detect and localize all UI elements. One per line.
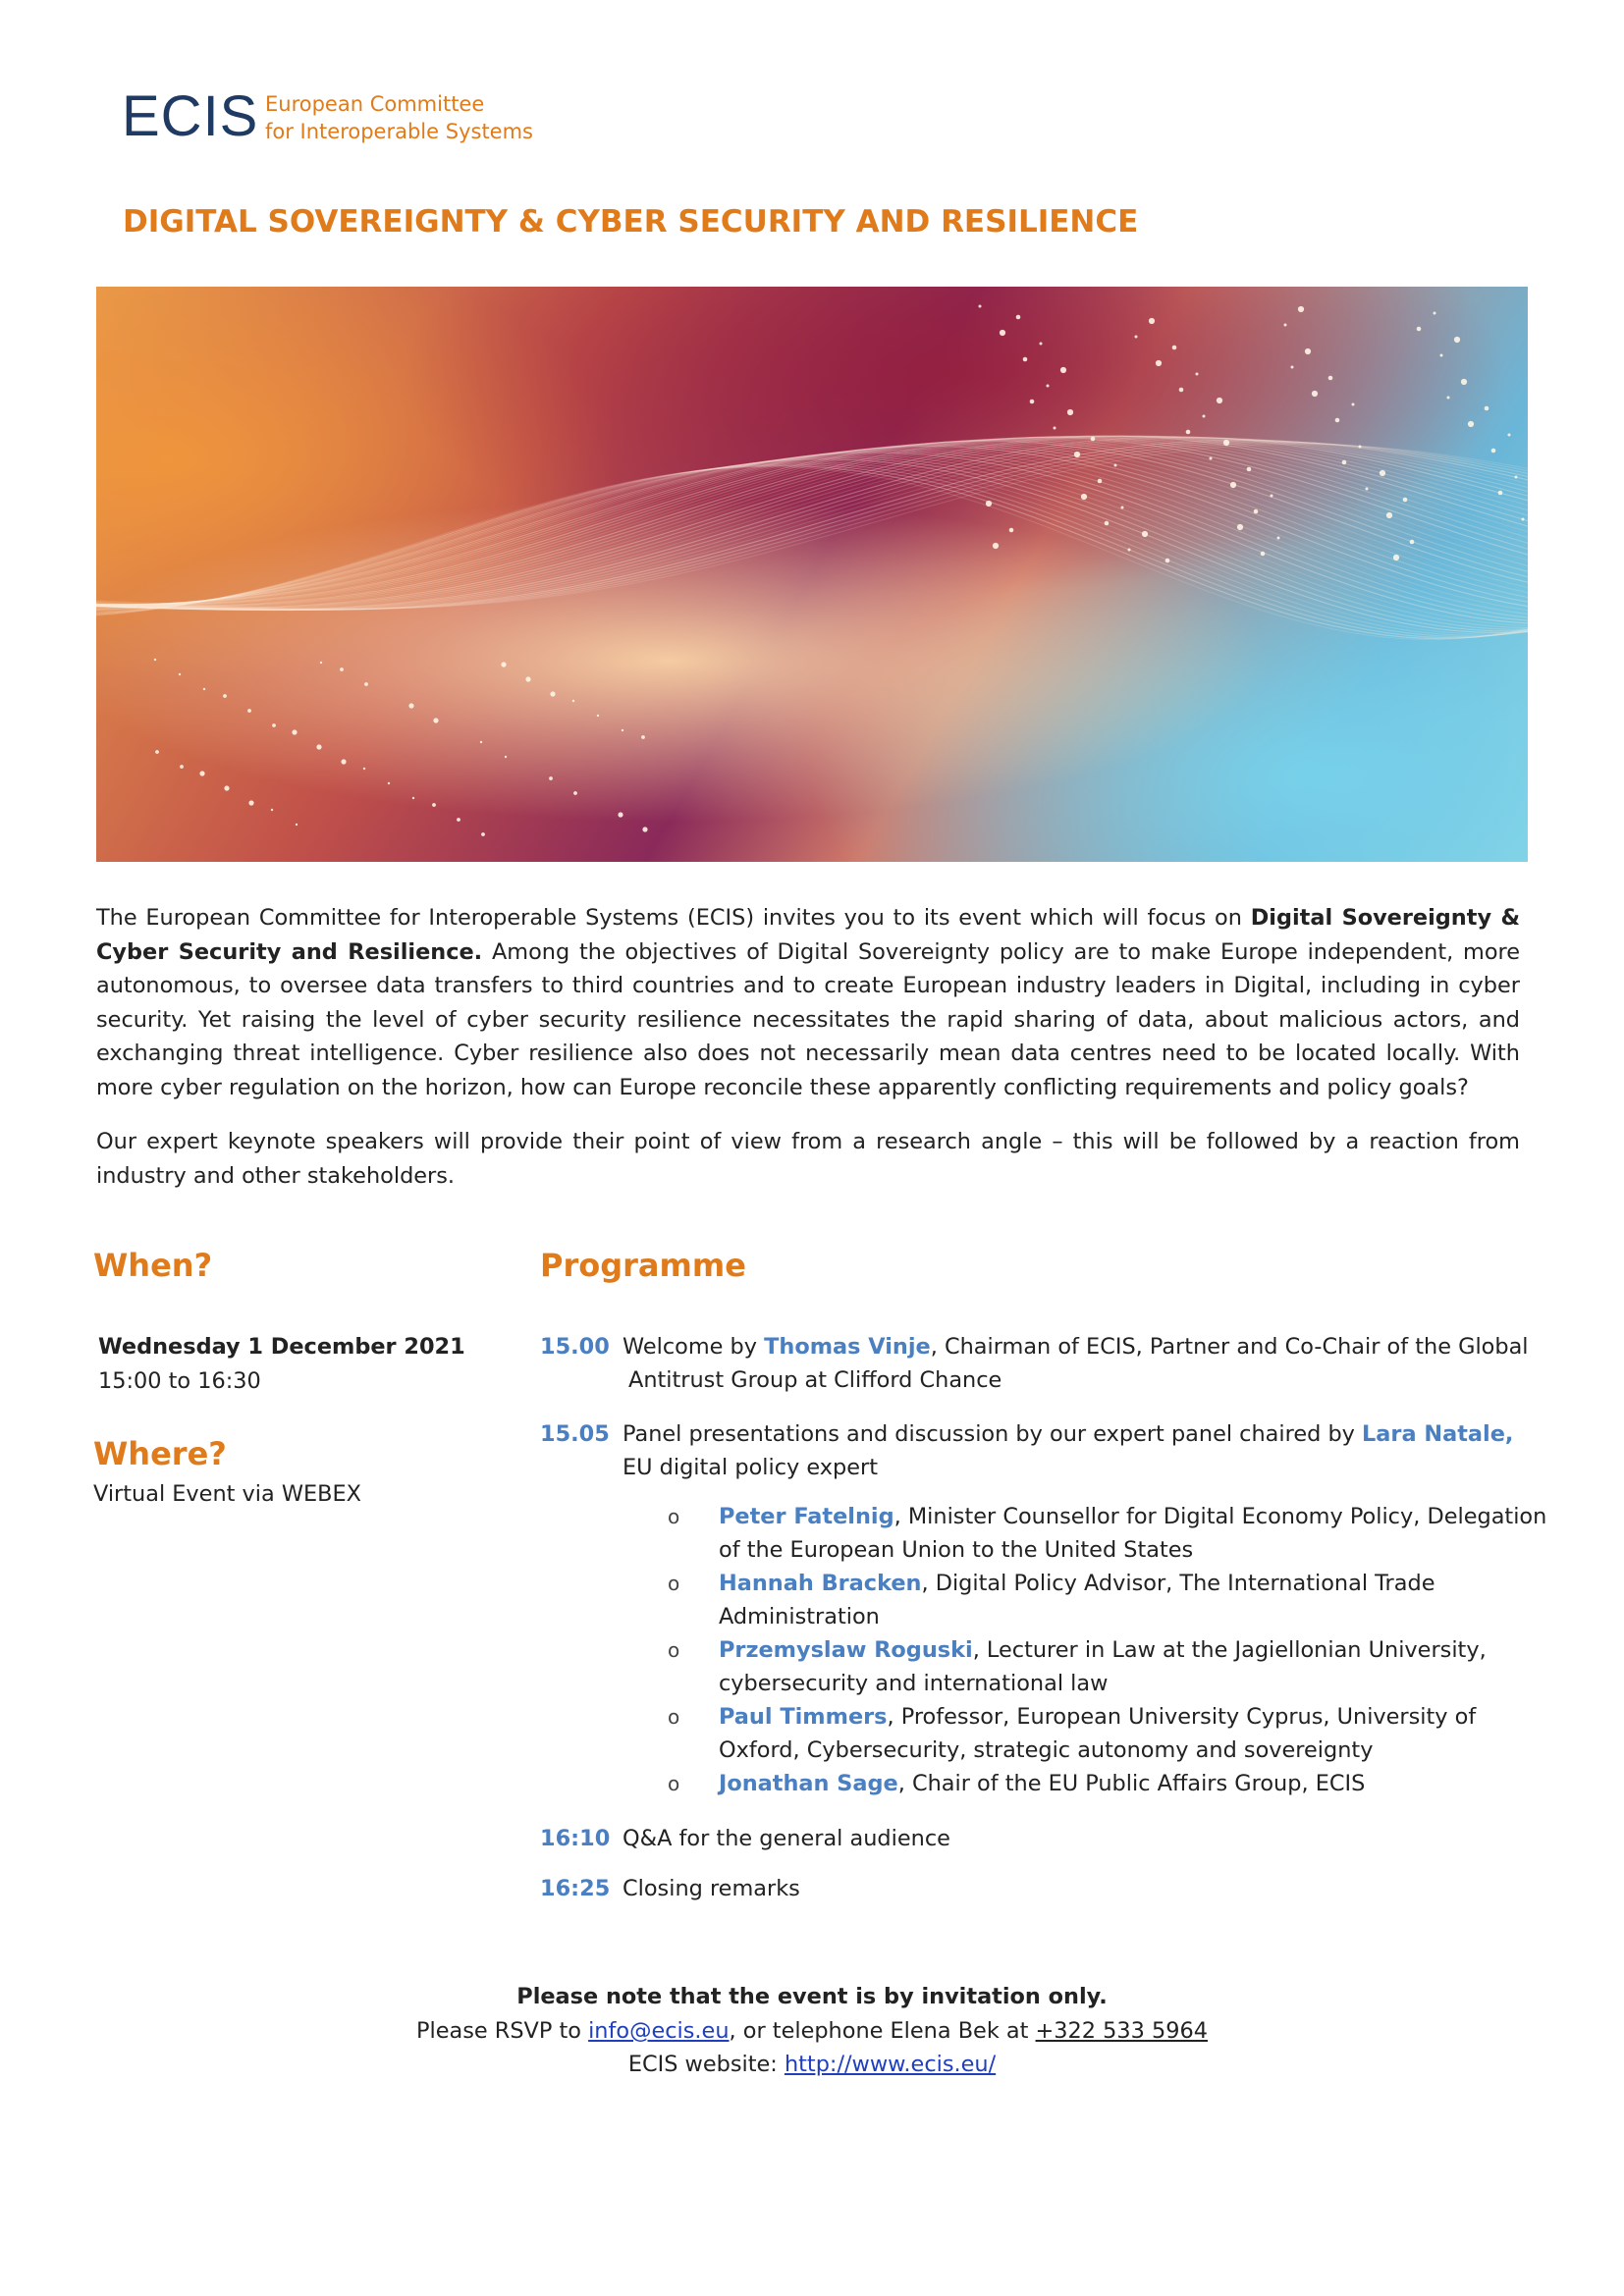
org-name bbox=[265, 90, 533, 145]
sparkle-dot bbox=[1040, 343, 1043, 346]
sparkle-dot bbox=[457, 818, 460, 822]
speaker-desc: , Professor, European University Cyprus, University of Oxford, Cybersecurity, strategic autonomy and sovereignty bbox=[719, 1704, 1477, 1763]
sparkle-dot bbox=[1491, 449, 1496, 454]
org-name-line2: for Interoperable Systems bbox=[265, 120, 533, 143]
intro-paragraph-2: Our expert keynote speakers will provide their point of view from a research angle – this will be followed by a reaction from industry and other stakeholders. bbox=[96, 1129, 1520, 1189]
sparkle-dot bbox=[1335, 418, 1340, 423]
sparkle-dot bbox=[1498, 491, 1503, 496]
page-title: DIGITAL SOVEREIGNTY & CYBER SECURITY AND RESILIENCE bbox=[123, 204, 1139, 240]
sparkle-dot bbox=[179, 673, 181, 675]
banner-image bbox=[96, 287, 1528, 862]
sparkle-dot bbox=[1254, 509, 1259, 514]
sparkle-dot bbox=[1060, 367, 1066, 373]
programme-heading: Programme bbox=[540, 1247, 746, 1284]
programme-item bbox=[540, 1330, 1551, 1399]
sparkle-dot bbox=[986, 501, 992, 507]
org-name-line1: European Committee bbox=[265, 92, 485, 116]
sparkle-dot bbox=[1098, 479, 1103, 484]
programme-text-line2: EU digital policy expert bbox=[623, 1455, 878, 1480]
programme-text: Closing remarks bbox=[623, 1876, 800, 1901]
sparkle-dot bbox=[1291, 366, 1294, 369]
speaker-name: Peter Fatelnig bbox=[719, 1504, 894, 1529]
bullet-icon: o bbox=[668, 1705, 680, 1729]
rsvp-text-mid: , or telephone Elena Bek at bbox=[729, 2018, 1036, 2044]
bullet-icon: o bbox=[668, 1638, 680, 1662]
sparkle-dot bbox=[1440, 354, 1443, 357]
sparkle-dot bbox=[501, 662, 506, 667]
programme-time: 16:10 bbox=[540, 1826, 611, 1851]
sparkle-dot bbox=[412, 797, 414, 799]
sparkle-dot bbox=[1271, 495, 1273, 498]
list-item bbox=[668, 1567, 1551, 1633]
programme-time: 16:25 bbox=[540, 1876, 611, 1901]
programme-text-pre: Panel presentations and discussion by our expert panel chaired by bbox=[623, 1421, 1363, 1447]
sparkle-dot bbox=[1342, 460, 1347, 465]
sparkle-dot bbox=[1091, 437, 1096, 442]
sparkle-dot bbox=[1386, 512, 1392, 518]
sparkle-dot bbox=[203, 688, 205, 690]
sparkle-dot bbox=[1165, 559, 1170, 563]
speaker-name: Jonathan Sage bbox=[719, 1771, 898, 1796]
sparkle-dot bbox=[224, 785, 229, 790]
invitation-note: Please note that the event is by invitation only. bbox=[516, 1984, 1108, 2009]
sparkle-dot bbox=[408, 703, 413, 708]
sparkle-dot bbox=[1023, 357, 1028, 362]
rsvp-line bbox=[0, 2014, 1624, 2048]
list-item bbox=[668, 1500, 1551, 1567]
sparkle-dot bbox=[1203, 415, 1206, 418]
sparkle-dot bbox=[271, 809, 273, 811]
programme-item bbox=[540, 1822, 1551, 1855]
sparkle-dot bbox=[1156, 360, 1162, 366]
sparkle-dot bbox=[573, 791, 577, 795]
intro-text-start: The European Committee for Interoperable Systems (ECIS) invites you to its event which will focus on bbox=[96, 905, 1251, 931]
website-label: ECIS website: bbox=[627, 2052, 785, 2077]
sparkle-dot bbox=[180, 765, 184, 769]
speaker-desc: , Minister Counsellor for Digital Economy Policy, Delegation of the European Union to the United States bbox=[719, 1504, 1547, 1563]
sparkle-dot bbox=[1454, 337, 1460, 343]
sparkle-dot bbox=[1468, 421, 1474, 427]
intro-text-rest: Among the objectives of Digital Sovereignty policy are to make Europe independent, more autonomous, to oversee data transfers to third countries and to create European industry leaders in Digital, including in cyber security. Yet raising the level of cyber security resilience necessitates the rapid sharing of data, about malicious actors, and exchanging threat intelligence. Cyber resilience also does not necessarily mean data centres need to be located locally. With more cyber regulation on the horizon, how can Europe reconcile these apparently conflicting requirements and policy goals? bbox=[96, 938, 1521, 1100]
sparkle-dot bbox=[1196, 373, 1199, 376]
sparkle-dot bbox=[1328, 376, 1333, 381]
phone-number[interactable]: +322 533 5964 bbox=[1035, 2018, 1208, 2044]
programme-text bbox=[623, 1417, 1545, 1484]
sparkle-dot bbox=[1142, 531, 1148, 537]
sparkle-dot bbox=[1054, 427, 1056, 430]
sparkle-dot bbox=[341, 759, 346, 764]
sparkle-dot bbox=[363, 768, 365, 770]
sparkle-dot bbox=[432, 803, 436, 807]
sparkle-dot bbox=[1135, 336, 1138, 339]
sparkle-dot bbox=[1047, 385, 1050, 388]
sparkle-dot bbox=[1074, 452, 1080, 457]
sparkle-dot bbox=[1247, 467, 1252, 472]
sparkle-dot bbox=[505, 756, 507, 758]
sparkle-dot bbox=[1230, 482, 1236, 488]
sparkle-dot bbox=[154, 659, 156, 661]
sparkle-dot bbox=[1434, 312, 1436, 315]
sparkle-dot bbox=[1114, 464, 1117, 467]
sparkle-dot bbox=[1186, 430, 1191, 435]
sparkle-dot bbox=[199, 771, 204, 775]
programme-item bbox=[540, 1417, 1551, 1486]
programme-item bbox=[540, 1872, 1551, 1905]
email-link[interactable]: info@ecis.eu bbox=[588, 2018, 730, 2044]
sparkle-dot bbox=[1447, 397, 1450, 400]
sparkle-dot bbox=[642, 827, 647, 831]
speaker-name: Przemyslaw Roguski bbox=[719, 1637, 973, 1663]
speaker-name: Paul Timmers bbox=[719, 1704, 888, 1730]
sparkle-dot bbox=[433, 718, 438, 722]
list-item bbox=[668, 1633, 1551, 1700]
sparkle-dot bbox=[993, 543, 999, 549]
event-location: Virtual Event via WEBEX bbox=[93, 1481, 361, 1507]
sparkle-dot bbox=[641, 735, 645, 739]
programme-text-line2: Antitrust Group at Clifford Chance bbox=[628, 1367, 1002, 1393]
sparkle-dot bbox=[1352, 403, 1355, 406]
sparkle-dot bbox=[1261, 552, 1266, 557]
sparkle-dot bbox=[597, 715, 599, 717]
sparkle-dot bbox=[1172, 346, 1177, 350]
sparkle-dot bbox=[1417, 327, 1422, 332]
sparkle-dot bbox=[223, 694, 227, 698]
speaker-name: Lara Natale, bbox=[1362, 1421, 1514, 1447]
sparkle-dot bbox=[1284, 324, 1287, 327]
sparkle-dot bbox=[272, 723, 276, 727]
sparkle-dot bbox=[1515, 476, 1518, 479]
sparkle-dot bbox=[1179, 388, 1184, 393]
sparkle-dot bbox=[550, 691, 555, 696]
rsvp-text: Please RSVP to bbox=[415, 2018, 589, 2044]
website-line bbox=[0, 2048, 1624, 2081]
event-time: 15:00 to 16:30 bbox=[98, 1368, 261, 1394]
sparkle-dot bbox=[1210, 457, 1213, 460]
sparkle-dot bbox=[1105, 521, 1110, 526]
speaker-desc: , Chair of the EU Public Affairs Group, ECIS bbox=[897, 1771, 1366, 1796]
sparkle-dot bbox=[1128, 549, 1131, 552]
sparkle-dot bbox=[1000, 330, 1005, 336]
sparkle-dot bbox=[1380, 470, 1385, 476]
where-heading: Where? bbox=[93, 1435, 227, 1472]
programme-time: 15.05 bbox=[540, 1421, 610, 1447]
sparkle-dot bbox=[481, 832, 485, 836]
programme-text-post: , Chairman of ECIS, Partner and Co-Chair of the Global bbox=[930, 1334, 1529, 1360]
website-link[interactable]: http://www.ecis.eu/ bbox=[784, 2052, 997, 2077]
sparkle-dot bbox=[340, 667, 344, 671]
sparkle-dot bbox=[1149, 318, 1155, 324]
event-date: Wednesday 1 December 2021 bbox=[98, 1334, 465, 1360]
sparkle-dot bbox=[1403, 498, 1408, 503]
sparkle-dot bbox=[292, 729, 297, 734]
speaker-name: Thomas Vinje bbox=[764, 1334, 931, 1360]
bullet-icon: o bbox=[668, 1505, 680, 1528]
sparkle-dot bbox=[1016, 315, 1021, 320]
wave-line bbox=[96, 467, 1528, 640]
sparkle-dot bbox=[1030, 400, 1035, 404]
sparkle-dot bbox=[1305, 348, 1311, 354]
sparkle-dot bbox=[388, 782, 390, 784]
list-item bbox=[668, 1700, 1551, 1767]
speaker-name: Hannah Bracken bbox=[719, 1571, 922, 1596]
sparkle-dot bbox=[480, 741, 482, 743]
sparkle-dot bbox=[247, 709, 251, 713]
sparkle-dot bbox=[1223, 440, 1229, 446]
intro-text-bold: Digital Sovereignty & Cyber Security and Resilience. bbox=[96, 905, 1521, 965]
sparkle-dot bbox=[1121, 507, 1124, 509]
sparkle-dot bbox=[1237, 524, 1243, 530]
sparkle-dot bbox=[364, 682, 368, 686]
sparkle-dot bbox=[1410, 540, 1415, 545]
sparkle-dot bbox=[1508, 434, 1511, 437]
programme-time: 15.00 bbox=[540, 1334, 610, 1360]
ecis-logo: ECIS bbox=[122, 84, 259, 148]
speaker-desc: , Lecturer in Law at the Jagiellonian University, cybersecurity and international law bbox=[719, 1637, 1487, 1696]
programme-text: Q&A for the general audience bbox=[623, 1826, 950, 1851]
sparkle-dot bbox=[1217, 398, 1222, 403]
sparkle-dot bbox=[622, 729, 623, 731]
sparkle-dot bbox=[155, 750, 159, 754]
intro-paragraph-1 bbox=[96, 901, 1520, 1104]
sparkle-dot bbox=[1485, 406, 1489, 411]
sparkle-dot bbox=[1522, 518, 1525, 521]
programme-text-pre: Welcome by bbox=[623, 1334, 765, 1360]
speaker-list bbox=[668, 1500, 1551, 1800]
sparkle-dot bbox=[618, 812, 623, 817]
programme-text bbox=[623, 1330, 1545, 1397]
sparkle-dot bbox=[1298, 306, 1304, 312]
sparkle-dot bbox=[1081, 494, 1087, 500]
sparkle-dot bbox=[525, 676, 530, 681]
sparkle-dot bbox=[1067, 409, 1073, 415]
sparkle-dot bbox=[1312, 391, 1318, 397]
sparkle-dot bbox=[1366, 488, 1369, 491]
sparkle-dot bbox=[979, 305, 982, 308]
bullet-icon: o bbox=[668, 1572, 680, 1595]
sparkle-dot bbox=[1393, 555, 1399, 561]
wave-graphic bbox=[96, 287, 1528, 862]
bullet-icon: o bbox=[668, 1772, 680, 1795]
sparkle-dot bbox=[316, 744, 321, 749]
sparkle-dot bbox=[1277, 537, 1280, 540]
sparkle-dot bbox=[572, 700, 574, 702]
sparkle-dot bbox=[248, 800, 253, 805]
sparkle-dot bbox=[549, 776, 553, 780]
when-heading: When? bbox=[93, 1247, 213, 1284]
sparkle-dot bbox=[1359, 446, 1362, 449]
list-item bbox=[668, 1767, 1551, 1800]
speaker-desc: , Digital Policy Advisor, The International Trade Administration bbox=[719, 1571, 1435, 1629]
sparkle-dot bbox=[1009, 528, 1014, 533]
sparkle-dot bbox=[1461, 379, 1467, 385]
sparkle-dot bbox=[320, 662, 322, 664]
sparkle-dot bbox=[296, 824, 298, 826]
